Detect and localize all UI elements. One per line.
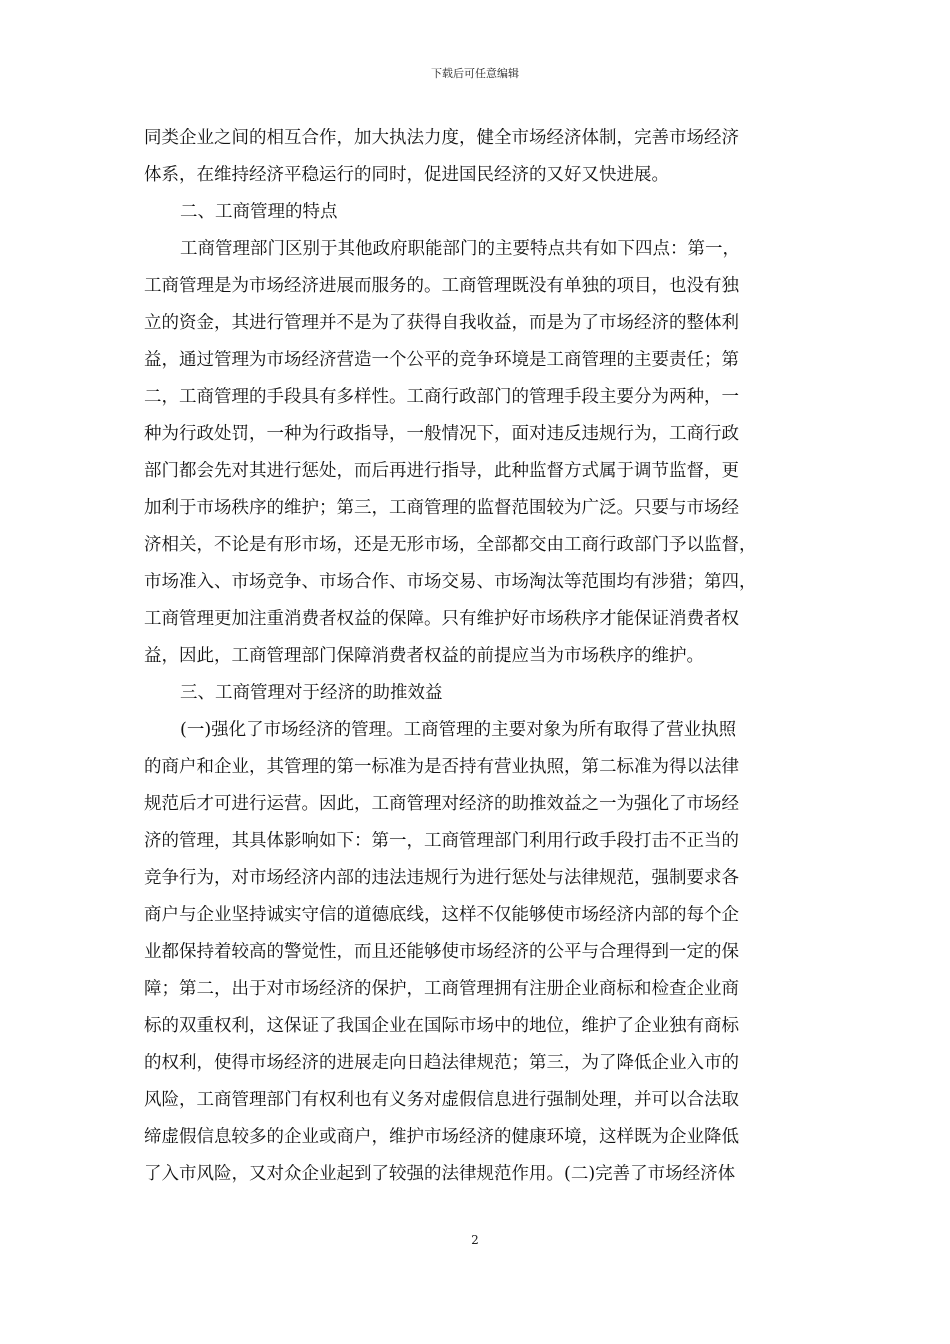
body-line: 的权利，使得市场经济的进展走向日趋法律规范；第三，为了降低企业入市的 [144,1053,739,1073]
section-heading: 三、工商管理对于经济的助推效益 [180,683,443,703]
body-line: 工商管理部门区别于其他政府职能部门的主要特点共有如下四点：第一， [180,239,740,259]
body-line: 济的管理，其具体影响如下：第一，工商管理部门利用行政手段打击不正当的 [144,831,739,851]
body-line: 工商管理是为市场经济进展而服务的。工商管理既没有单独的项目，也没有独 [144,276,739,296]
body-line: 体系，在维持经济平稳运行的同时，促进国民经济的又好又快进展。 [144,165,669,185]
body-line: 济相关，不论是有形市场，还是无形市场，全部都交由工商行政部门予以监督， [144,535,757,555]
body-line: 益，因此，工商管理部门保障消费者权益的前提应当为市场秩序的维护。 [144,646,704,666]
page-number: 2 [471,1233,479,1247]
body-line: 了入市风险，又对众企业起到了较强的法律规范作用。(二)完善了市场经济体 [144,1164,736,1184]
body-line: 业都保持着较高的警觉性，而且还能够使市场经济的公平与合理得到一定的保 [144,942,739,962]
body-line: 障；第二，出于对市场经济的保护，工商管理拥有注册企业商标和检查企业商 [144,979,739,999]
body-line: (一)强化了市场经济的管理。工商管理的主要对象为所有取得了营业执照 [180,720,737,740]
body-line: 规范后才可进行运营。因此，工商管理对经济的助推效益之一为强化了市场经 [144,794,739,814]
body-line: 工商管理更加注重消费者权益的保障。只有维护好市场秩序才能保证消费者权 [144,609,739,629]
body-line: 部门都会先对其进行惩处，而后再进行指导，此种监督方式属于调节监督，更 [144,461,739,481]
body-line: 种为行政处罚，一种为行政指导，一般情况下，面对违反违规行为，工商行政 [144,424,739,444]
body-line: 同类企业之间的相互合作，加大执法力度，健全市场经济体制，完善市场经济 [144,128,739,148]
body-line: 市场准入、市场竞争、市场合作、市场交易、市场淘汰等范围均有涉猎；第四， [144,572,757,592]
body-line: 风险，工商管理部门有权利也有义务对虚假信息进行强制处理，并可以合法取 [144,1090,739,1110]
body-line: 商户与企业坚持诚实守信的道德底线，这样不仅能够使市场经济内部的每个企 [144,905,739,925]
body-line: 益，通过管理为市场经济营造一个公平的竞争环境是工商管理的主要责任；第 [144,350,739,370]
body-line: 的商户和企业，其管理的第一标准为是否持有营业执照，第二标准为得以法律 [144,757,739,777]
body-line: 竞争行为，对市场经济内部的违法违规行为进行惩处与法律规范，强制要求各 [144,868,739,888]
body-line: 缔虚假信息较多的企业或商户，维护市场经济的健康环境，这样既为企业降低 [144,1127,739,1147]
body-line: 加利于市场秩序的维护；第三，工商管理的监督范围较为广泛。只要与市场经 [144,498,739,518]
document-body [144,120,808,1193]
body-line: 二，工商管理的手段具有多样性。工商行政部门的管理手段主要分为两种，一 [144,387,739,407]
section-heading: 二、工商管理的特点 [180,202,338,222]
body-line: 立的资金，其进行管理并不是为了获得自我收益，而是为了市场经济的整体利 [144,313,739,333]
body-line: 标的双重权利，这保证了我国企业在国际市场中的地位，维护了企业独有商标 [144,1016,739,1036]
page-header-note: 下载后可任意编辑 [431,67,519,80]
